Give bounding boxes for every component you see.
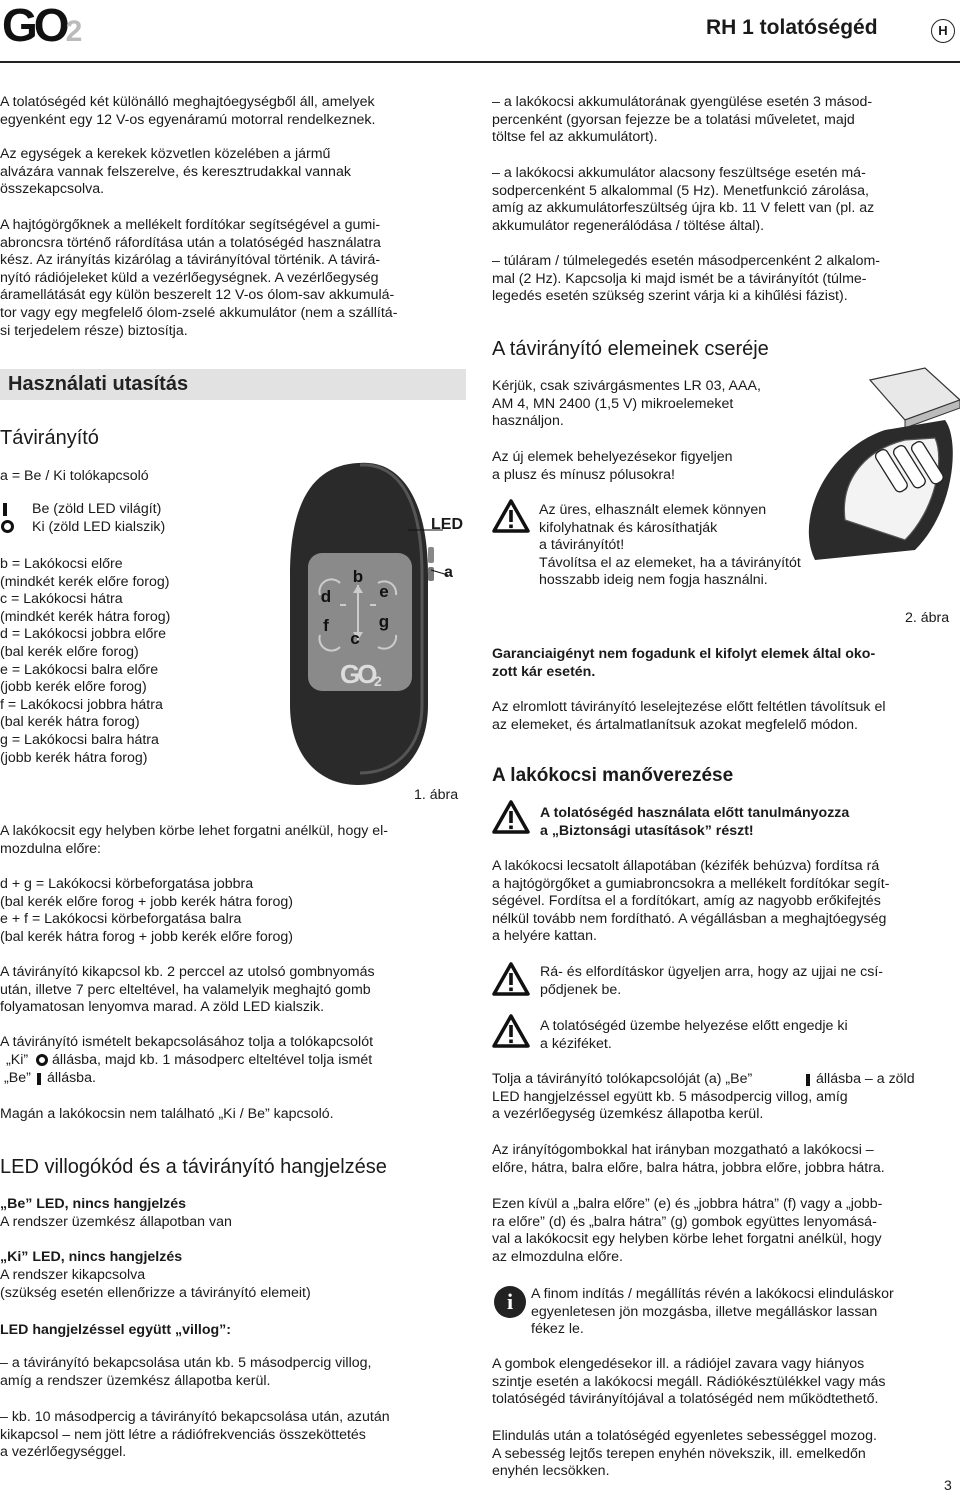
logo-sub: 2 bbox=[65, 15, 83, 48]
section-title: Használati utasítás bbox=[8, 373, 189, 395]
villog-bullet-2: – kb. 10 másodpercig a távirányító bekapcsolása után, azután kikapcsol – nem jött létre a rádiófrekvenciás összeköttetés a vezérlőegységgel. bbox=[0, 1409, 390, 1461]
reenable-line-2: állásba, majd kb. 1 másodperc elteltével tolja ismét bbox=[52, 1052, 373, 1068]
off-symbol-icon bbox=[1, 520, 14, 533]
on-symbol-icon bbox=[3, 503, 7, 516]
battery-warning bbox=[492, 502, 812, 590]
maneuver-paragraph-1: A lakókocsi lecsatolt állapotában (kézifék behúzva) fordítsa rá a hajtógörgőket a gumiabroncsokra a mellékelt fordítókar segít- ségével. Fordítsa el a fordítókart, amíg az nagyobb erőkifejtés nélkül tovább nem fordítható. A végállásban a meghajtóegység a helyére kattan. bbox=[492, 858, 890, 945]
off-state-label: Ki (zöld LED kialszik) bbox=[32, 519, 166, 535]
switch-on-line-2: állásba – a zöld LED hangjelzéssel együtt kb. 5 másodpercig villog, amíg a vezérlőegység üzemkész állapotba kerül. bbox=[492, 1071, 915, 1123]
switch-on-line-1: Tolja a távirányító tolókapcsolóját (a) „Be” bbox=[492, 1071, 753, 1087]
remote-control-figure bbox=[278, 455, 473, 790]
fig1-a-label: a bbox=[444, 564, 453, 581]
fig1-led-label: LED bbox=[431, 516, 463, 533]
battery-warning-text: Az üres, elhasznált elemek könnyen kifolyhatnak és károsíthatják a távirányítót! Távolítsa el az elemeket, ha a távirányítót hosszabb ideig nem fogja használni. bbox=[539, 502, 801, 589]
info-icon: i bbox=[494, 1286, 526, 1318]
battery-section-title: A távirányító elemeinek cseréje bbox=[492, 338, 769, 360]
remote-key-e: e bbox=[379, 582, 389, 601]
flash-bullet-3: – túláram / túlmelegedés esetén másodpercenként 2 alkalom- mal (2 Hz). Kapcsolja ki majd ismét be a távirányítót (túlme- legedés esetén szükség szerint várja ki a kihűlési fázist). bbox=[492, 253, 881, 305]
button-legend: b = Lakókocsi előre (mindkét kerék előre forog) c = Lakókocsi hátra (mindkét kerék hátra forog) d = Lakókocsi jobbra előre (bal kerék előre forog) e = Lakókocsi balra előre (jobb kerék előre forog) f = Lakókocsi jobbra hátra (bal kerék hátra forog) g = Lakókocsi balra hátra (jobb kerék hátra forog) bbox=[0, 556, 171, 766]
villog-title: LED hangjelzéssel együtt „villog”: bbox=[0, 1322, 231, 1338]
page-number: 3 bbox=[944, 1477, 952, 1493]
on-symbol-icon bbox=[37, 1073, 41, 1085]
language-badge: H bbox=[931, 19, 955, 43]
led-section-title: LED villogókód és a távirányító hangjelzése bbox=[0, 1156, 387, 1178]
be-led-title: „Be” LED, nincs hangjelzés bbox=[0, 1196, 187, 1212]
softstart-info bbox=[492, 1286, 894, 1339]
subsection-title-remote: Távirányító bbox=[0, 427, 99, 449]
safety-warning: A tolatóségéd használata előtt tanulmányozza a „Biztonsági utasítások” részt! bbox=[540, 805, 850, 839]
reenable-line-3: állásba. bbox=[47, 1070, 96, 1086]
flash-bullet-1: – a lakókocsi akkumulátorának gyengülése esetén 3 másod- percenként (gyorsan fejezze be a tolatási műveletet, majd töltse fel az akkumulátort). bbox=[492, 94, 873, 146]
disposal-note: Az elromlott távirányító leselejtezése előtt feltétlen távolítsuk el az elemeket, és ártalmatlanítsuk azokat megfelelő módon. bbox=[492, 699, 886, 733]
remote-logo-sub: 2 bbox=[374, 673, 382, 689]
auto-off-paragraph: A távirányító kikapcsol kb. 2 perccel az utolsó gombnyomás után, illetve 7 perc elteltével, ha valamelyik meghajtó gomb folyamatosan lenyomva marad. A zöld LED kialszik. bbox=[0, 964, 375, 1016]
softstart-info-text: A finom indítás / megállítás révén a lakókocsi elinduláskor egyenletesen jön mozgásba, illetve megálláskor lassan fékez le. bbox=[531, 1286, 894, 1338]
on-state-label: Be (zöld LED világít) bbox=[32, 501, 162, 517]
switch-legend-a: a = Be / Ki tolókapcsoló bbox=[0, 468, 149, 484]
fig1-caption: 1. ábra bbox=[414, 787, 459, 803]
maneuver-paragraph-4: Ezen kívül a „balra előre” (e) és „jobbra hátra” (f) vagy a „jobb- ra előre” (d) és „balra hátra” (g) gombok együttes lenyomásá- val a lakókocsit egy helyben körbe lehet forgatni anélkül, hogy az elmozdulna előre. bbox=[492, 1196, 883, 1265]
finger-warning: Rá- és elfordításkor ügyeljen arra, hogy az ujjai ne csí- pődjenek be. bbox=[540, 964, 884, 998]
rotate-combinations: d + g = Lakókocsi körbeforgatása jobbra (bal kerék előre forog + jobb kerék hátra forog) e + f = Lakókocsi körbeforgatása balra (bal kerék hátra forog + jobb kerék előre forog) bbox=[0, 876, 293, 945]
rotate-paragraph: A lakókocsit egy helyben körbe lehet forgatni anélkül, hogy el- mozdulna előre: bbox=[0, 823, 389, 857]
fig2-caption: 2. ábra bbox=[905, 610, 950, 626]
page-title: RH 1 tolatóségéd bbox=[706, 16, 878, 39]
remote-key-d: d bbox=[320, 587, 332, 606]
section-header bbox=[0, 369, 466, 400]
ki-led-text: A rendszer kikapcsolva (szükség esetén ellenőrizze a távirányító elemeit) bbox=[0, 1267, 311, 1301]
maneuver-paragraph-6: Elindulás után a tolatóségéd egyenletes sebességgel mozog. A sebesség lejtős terepen enyhén növekszik, ill. emelkedőn enyhén lecsökken. bbox=[492, 1428, 877, 1480]
maneuver-paragraph-3: Az irányítógombokkal hat irányban mozgatható a lakókocsi – előre, hátra, balra előre, balra hátra, jobbra előre, jobbra hátra. bbox=[492, 1142, 885, 1176]
maneuver-section-title: A lakókocsi manőverezése bbox=[492, 765, 734, 786]
guarantee-note: Garanciaigényt nem fogadunk el kifolyt elemek által oko- zott kár esetén. bbox=[492, 646, 876, 680]
reenable-be: „Be” bbox=[4, 1070, 31, 1086]
remote-key-g: g bbox=[378, 612, 390, 631]
brand-logo bbox=[2, 2, 82, 55]
warning-icon bbox=[492, 962, 530, 996]
handbrake-warning: A tolatóségéd üzembe helyezése előtt engedje ki a kéziféket. bbox=[540, 1018, 848, 1052]
villog-bullet-1: – a távirányító bekapcsolása után kb. 5 másodpercig villog, amíg a rendszer üzemkész állapotba kerül. bbox=[0, 1355, 372, 1389]
header-divider bbox=[0, 61, 960, 63]
intro-paragraph-3: A hajtógörgőknek a mellékelt fordítókar segítségével a gumi- abroncsra történő ráfordítása után a tolatóségéd használatra kész. Az irányítás kizárólag a távirányítóval történik. A távirá- nyító rádiójeleket küld a vezérlőegységnek. A vezérlőegység áramellátását egy külön beszerelt 12 V-os ólom-sav akkumulá- tor vagy egy megfelelő ólom-zselé akkumulátor (nem a szállítá- si terjedelem része) biztosítja. bbox=[0, 217, 398, 339]
no-switch-note: Magán a lakókocsin nem található „Ki / Be” kapcsoló. bbox=[0, 1106, 334, 1122]
maneuver-paragraph-5: A gombok elengedésekor ill. a rádiójel zavara vagy hiányos szintje esetén a lakókocsi megáll. Rádiókésztülékkel vagy más tolatóségéd távirányítójával a tolatóségéd nem működtethető. bbox=[492, 1356, 886, 1408]
remote-key-c: c bbox=[350, 629, 360, 648]
ki-led-title: „Ki” LED, nincs hangjelzés bbox=[0, 1249, 183, 1265]
reenable-ki: „Ki” bbox=[6, 1052, 29, 1068]
remote-key-b: b bbox=[352, 567, 364, 586]
battery-paragraph-1: Kérjük, csak szivárgásmentes LR 03, AAA, AM 4, MN 2400 (1,5 V) mikroelemeket használjon. bbox=[492, 378, 761, 430]
logo-text: GO bbox=[2, 0, 66, 51]
flash-bullet-2: – a lakókocsi akkumulátor alacsony feszültsége esetén má- sodpercenként 5 alkalommal (5 Hz). Menetfunkció zárolása, amíg az akkumulátorfeszültség újra kb. 11 V felett van (pl. az akkumulátor regenerálódása / töltése által). bbox=[492, 165, 875, 234]
reenable-line-1: A távirányító ismételt bekapcsolásához tolja a tolókapcsolót bbox=[0, 1034, 374, 1050]
remote-key-f: f bbox=[323, 616, 329, 635]
remote-logo-text: GO bbox=[340, 659, 375, 689]
warning-icon bbox=[492, 1014, 530, 1048]
off-symbol-icon bbox=[36, 1054, 48, 1066]
warning-icon bbox=[492, 800, 530, 834]
intro-paragraph-2: Az egységek a kerekek közvetlen közelében a jármű alvázára vannak felszerelve, és keresztrudakkal vannak összekapcsolva. bbox=[0, 146, 351, 198]
intro-paragraph-1: A tolatóségéd két különálló meghajtóegységből áll, amelyek egyenként egy 12 V-os egyenáramú motorral rendelkeznek. bbox=[0, 94, 376, 128]
battery-paragraph-2: Az új elemek behelyezésekor figyeljen a plusz és mínusz pólusokra! bbox=[492, 449, 733, 483]
be-led-text: A rendszer üzemkész állapotban van bbox=[0, 1214, 232, 1230]
